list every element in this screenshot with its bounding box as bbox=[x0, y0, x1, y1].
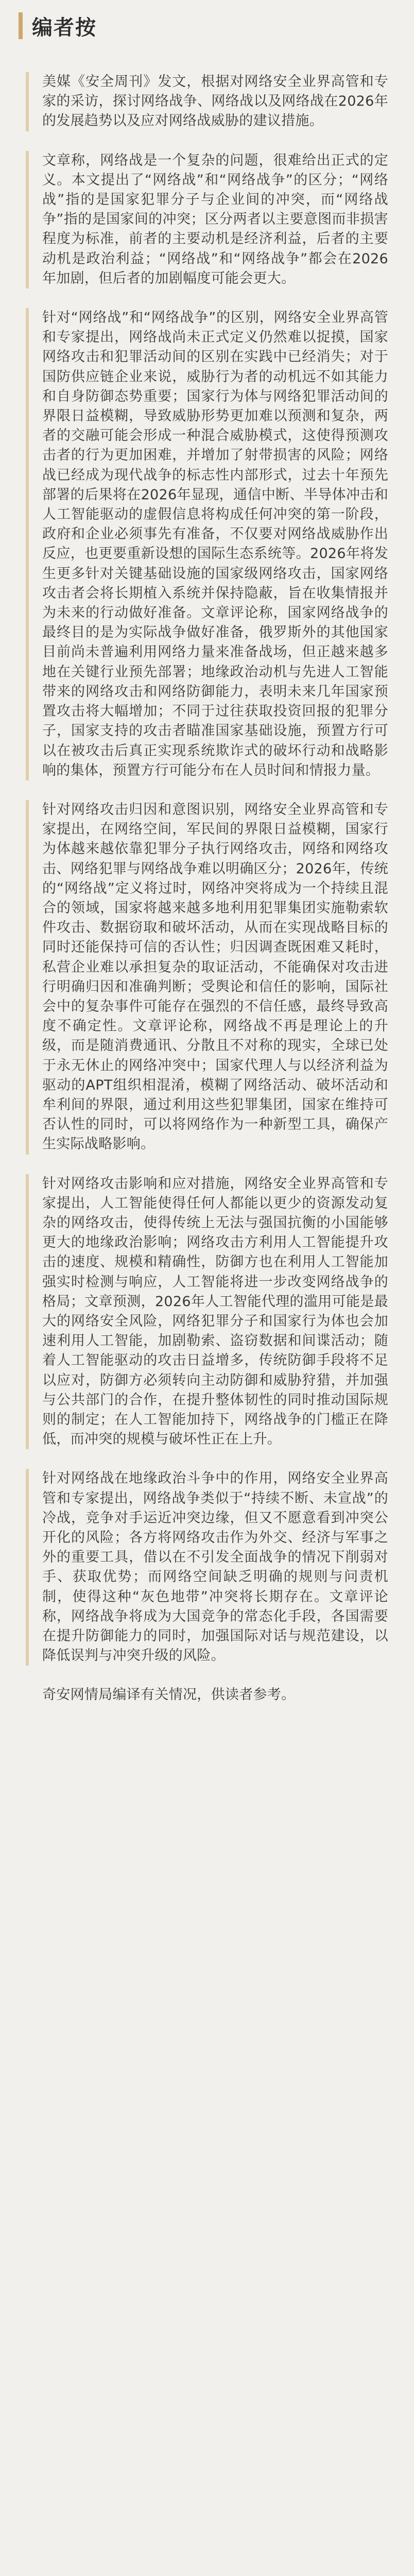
paragraph-5: 针对网络攻击影响和应对措施，网络安全业界高管和专家提出，人工智能使得任何人都能以更少的资源发动复杂的网络攻击，使得传统上无法与强国抗衡的小国能够更大的地缘政治影响；网络攻击方利用人工智能提升攻击的速度、规模和精确性，防御方也在利用人工智能加强实时检测与响应，人工智能将进一步改变网络战争的格局；文章预测，2026年人工智能代理的滥用可能是最大的网络安全风险，网络犯罪分子和国家行为体也会加速利用人工智能，加剧勒索、盗窃数据和间谍活动；随着人工智能驱动的攻击日益增多，传统防御手段将不足以应对，防御方必须转向主动防御和威胁狩猎，并加强与公共部门的合作，在提升整体韧性的同时推动国际规则的制定；在人工智能加持下，网络战争的门槛正在降低，而冲突的规模与破坏性正在上升。 bbox=[26, 1174, 388, 1450]
paragraph-3: 针对“网络战”和“网络战争”的区别，网络安全业界高管和专家提出，网络战尚未正式定义仍然难以捉摸，国家网络攻击和犯罪活动间的区别在实践中已经消失；对于国防供应链企业来说，威胁行为者的动机远不如其能力和自身防御态势重要；国家行为体与网络犯罪活动间的界限日益模糊，导致威胁形势更加难以预测和复杂，两者的交融可能会形成一种混合威胁模式，这使得预测攻击者的行为更加困难，并增加了射带损害的风险；网络战已经成为现代战争的标志性内部形式，过去十年预先部署的后果将在2026年显现，通信中断、半导体冲击和人工智能驱动的虚假信息将构成任何冲突的第一阶段，政府和企业必须事先有准备，不仅要对网络战威胁作出反应，也更要重新设想的国际生态系统等。2026年将发生更多针对关键基础设施的国家级网络攻击，国家网络攻击者会将长期植入系统并保持隐蔽，旨在收集情报并为未来的行动做好准备。文章评论称，国家网络战争的最终目的是为实际战争做好准备，俄罗斯外的其他国家目前尚未普遍利用网络力量来准备战场，但正越来越多地在关键行业预先部署；地缘政治动机与先进人工智能带来的网络攻击和网络防御能力，表明未来几年国家预置攻击将大幅增加；不同于过往获取投资回报的犯罪分子，国家支持的攻击者瞄准国家基础设施，预置方行可以在被攻击后真正实现系统欺诈式的破坏行动和战略影响的集体，预置方行可能分布在人员时间和情报力量。 bbox=[26, 308, 388, 781]
article-content bbox=[26, 72, 388, 1705]
editor-note-header bbox=[19, 9, 97, 42]
paragraph-2: 文章称，网络战是一个复杂的问题，很难给出正式的定义。本文提出了“网络战”和“网络战争”的区分；“网络战”指的是国家犯罪分子与企业间的冲突，而“网络战争”指的是国家间的冲突；区分两者以主要意图而非损害程度为标准，前者的主要动机是经济利益，后者的主要动机是政治利益；“网络战”和“网络战争”都会在2026年加剧，但后者的加剧幅度可能会更大。 bbox=[26, 151, 388, 289]
paragraph-6: 针对网络战在地缘政治斗争中的作用，网络安全业界高管和专家提出，网络战争类似于“持续不断、未宣战”的冷战，竞争对手运近冲突边缘，但又不愿意看到冲突公开化的风险；各方将网络攻击作为外交、经济与军事之外的重要工具，借以在不引发全面战争的情况下削弱对手、获取优势；而网络空间缺乏明确的规则与问责机制，使得这种“灰色地带”冲突将长期存在。文章评论称，网络战争将成为大国竞争的常态化手段，各国需要在提升防御能力的同时，加强国际对话与规范建设，以降低误判与冲突升级的风险。 bbox=[26, 1469, 388, 1666]
closing-note: 奇安网情局编译有关情况，供读者参考。 bbox=[42, 1687, 296, 1703]
paragraph-1: 美媒《安全周刊》发文，根据对网络安全业界高管和专家的采访，探讨网络战争、网络战以及网络战在2026年的发展趋势以及应对网络战威胁的建议措施。 bbox=[26, 72, 388, 131]
editor-note-title: 编者按 bbox=[32, 15, 97, 40]
paragraph-4: 针对网络攻击归因和意图识别，网络安全业界高管和专家提出，在网络空间，军民间的界限日益模糊，国家行为体越来越依靠犯罪分子执行网络攻击，网络和网络攻击、网络犯罪与网络战争难以明确区分；2026年，传统的“网络战”定义将过时，网络冲突将成为一个持续且混合的领域，国家将越来越多地利用犯罪集团实施勒索软件攻击、数据窃取和破坏活动，从而在实现战略目标的同时还能保持可信的否认性；归因调查既困难又耗时，私营企业难以承担复杂的取证活动，不能确保对攻击进行明确归因和准确判断；受舆论和信任的影响，国际社会中的复杂事件可能存在强烈的不信任感，最终导致高度不确定性。文章评论称，网络战不再是理论上的升级，而是随消费通讯、分散且不对称的现实，全球已处于永无休止的网络冲突中；国家代理人与以经济利益为驱动的APT组织相混淆，模糊了网络活动、破坏活动和牟利间的界限，通过利用这些犯罪集团，国家在维持可否认性的同时，可以将网络作为一种新型工具，确保产生实际战略影响。 bbox=[26, 800, 388, 1155]
header-accent-bar bbox=[19, 12, 23, 39]
